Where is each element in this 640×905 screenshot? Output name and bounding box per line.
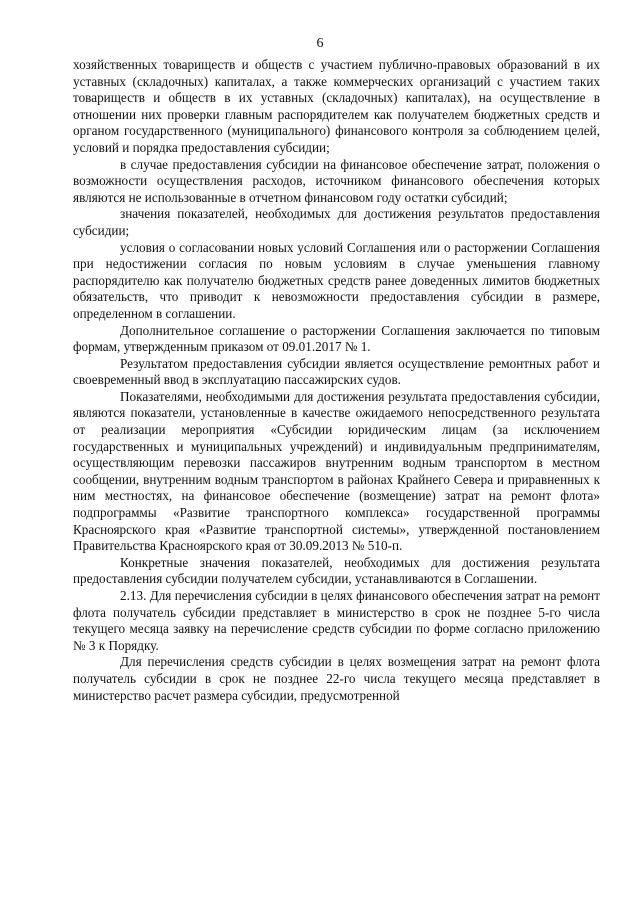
paragraph: в случае предоставления субсидии на финансовое обеспечение затрат, положения о возможности осуществления расходов, источником финансового обеспечения которых являются не использованные в отчетном финансовом году остатки субсидий; <box>73 156 600 205</box>
paragraph: хозяйственных товариществ и обществ с участием публично-правовых образований в их уставных (складочных) капиталах, а также коммерческих организаций с участием таких товариществ и обществ в их уставных (складочных) капиталах), на осуществление в отношении них проверки главным распорядителем как получателем бюджетных средств и органом государственного (муниципального) финансового контроля за соблюдением целей, условий и порядка предоставления субсидии; <box>73 57 600 155</box>
paragraph: значения показателей, необходимых для достижения результатов предоставления субсидии; <box>73 206 600 238</box>
paragraph: условия о согласовании новых условий Соглашения или о расторжении Соглашения при недостижении согласия по новым условиям в случае уменьшения главному распорядителю как получателю бюджетных средств ранее доведенных лимитов бюджетных обязательств, что приводит к невозможности предоставления субсидии в размере, определенном в соглашении. <box>73 239 600 321</box>
paragraph: 2.13. Для перечисления субсидии в целях финансового обеспечения затрат на ремонт флота получатель субсидии представляет в министерство в срок не позднее 5-го числа текущего месяца заявку на перечисление средств субсидии по форме согласно приложению № 3 к Порядку. <box>73 588 600 653</box>
page-number: 6 <box>316 36 324 51</box>
document-body <box>73 57 600 704</box>
paragraph: Конкретные значения показателей, необходимых для достижения результата предоставления субсидии получателем субсидии, устанавливаются в Соглашении. <box>73 554 600 587</box>
paragraph: Дополнительное соглашение о расторжении Соглашения заключается по типовым формам, утвержденным приказом от 09.01.2017 № 1. <box>73 322 600 355</box>
paragraph: Результатом предоставления субсидии является осуществление ремонтных работ и своевременный ввод в эксплуатацию пассажирских судов. <box>73 355 600 388</box>
paragraph: Для перечисления средств субсидии в целях возмещения затрат на ремонт флота получатель субсидии в срок не позднее 22-го числа текущего месяца представляет в министерство расчет размера субсидии, предусмотренной <box>73 654 600 703</box>
paragraph: Показателями, необходимыми для достижения результата предоставления субсидии, являются показатели, установленные в качестве ожидаемого непосредственного результата от реализации мероприятия «Субсидии юридическим лицам (за исключением государственных и муниципальных учреждений) и индивидуальным предпринимателям, осуществляющим перевозки пассажиров внутренним водным транспортом в местном сообщении, внутренним водным транспортом в районах Крайнего Севера и приравненных к ним местностях, на финансовое обеспечение (возмещение) затрат на ремонт флота» подпрограммы «Развитие транспортного комплекса» государственной программы Красноярского края «Развитие транспортной системы», утвержденной постановлением Правительства Красноярского края от 30.09.2013 № 510-п. <box>73 388 600 554</box>
